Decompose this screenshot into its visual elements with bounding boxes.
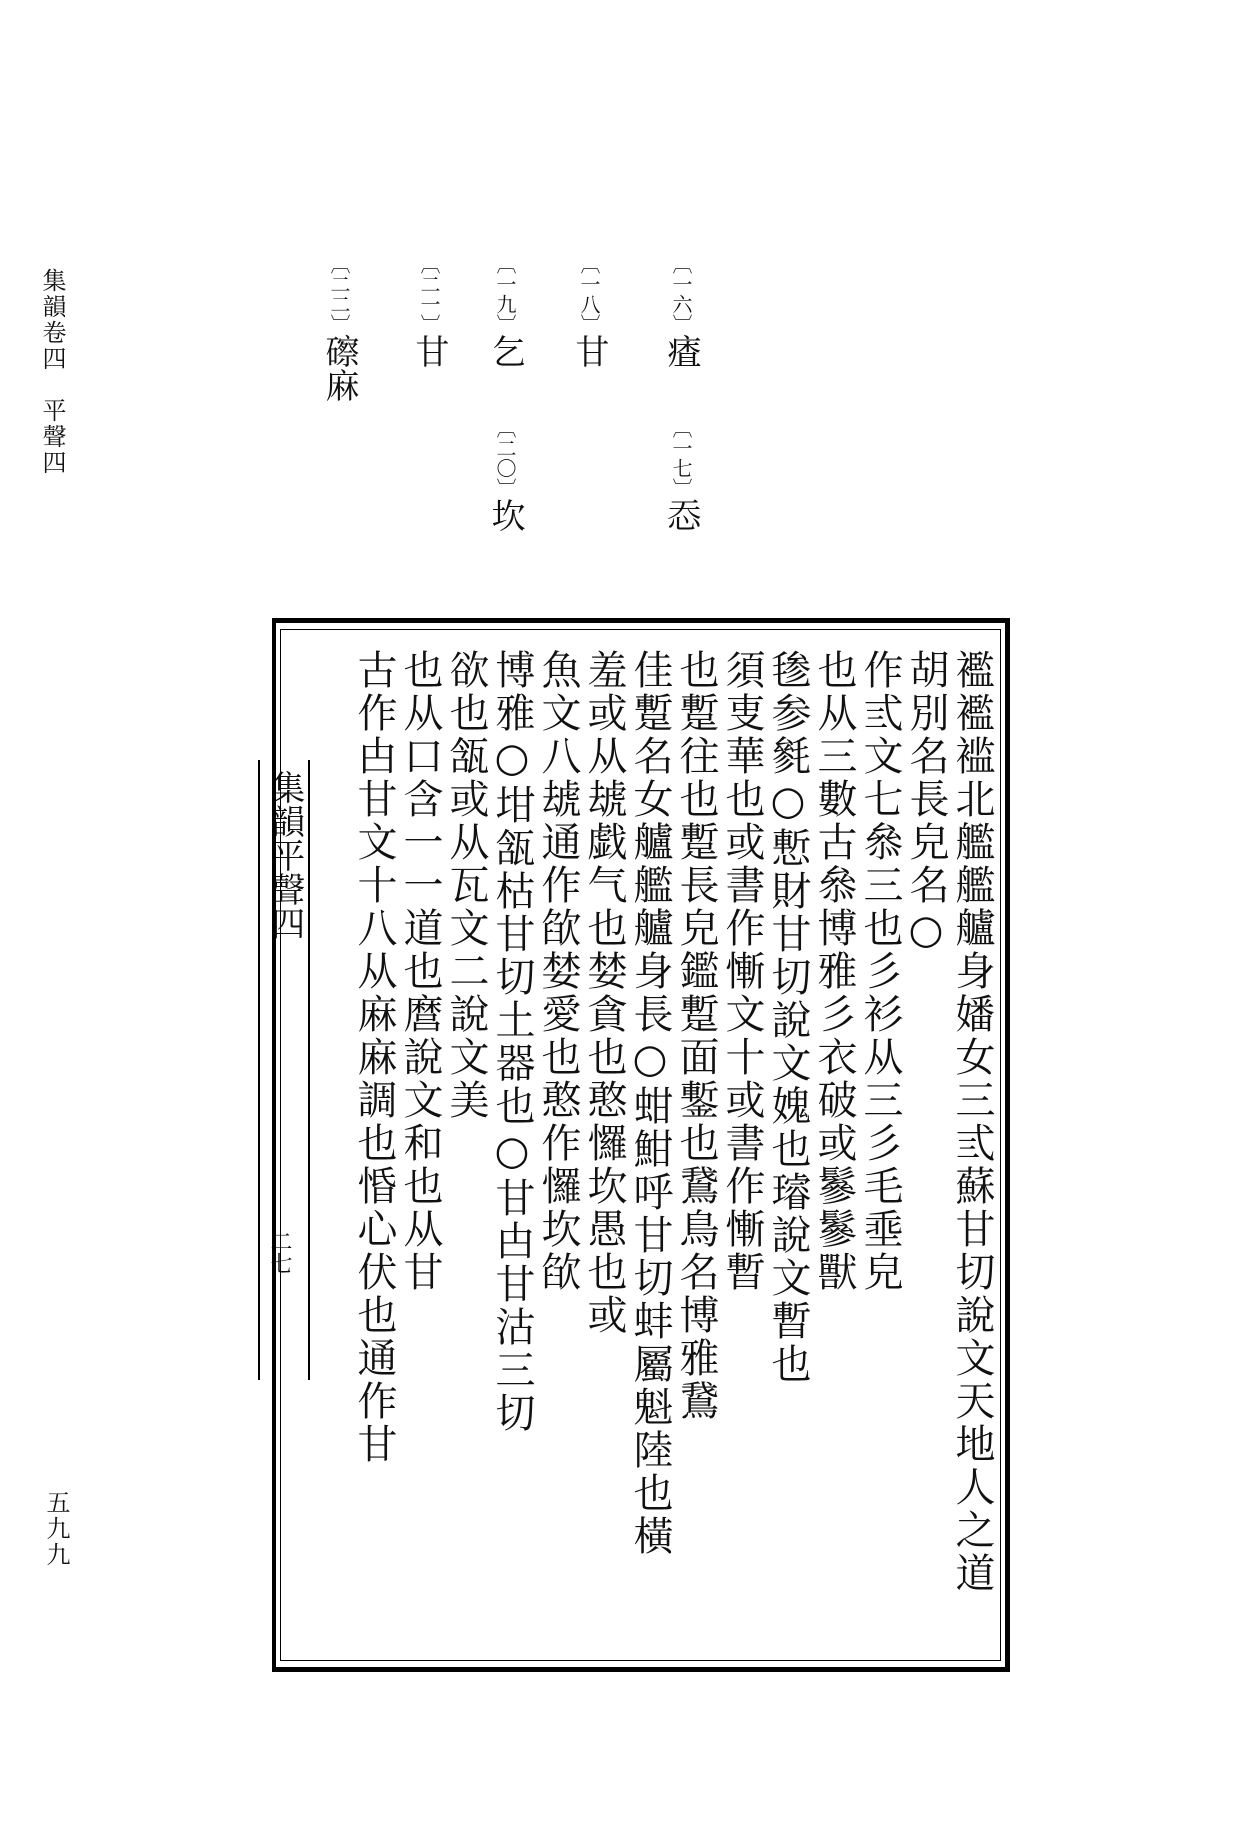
main-text-frame bbox=[272, 618, 1010, 1672]
note-20 bbox=[485, 418, 525, 532]
text-column: 欲也㼨或从瓦文二說文美 bbox=[443, 649, 489, 1122]
note-number: 〔一八〕 bbox=[577, 254, 601, 334]
fore-edge-label: 集韻平聲四 bbox=[264, 770, 305, 940]
note-text: 甘 bbox=[409, 334, 449, 368]
text-column: 須叓華也或書作慚文十或書作慚暫 bbox=[719, 649, 765, 1294]
text-column: 佳蹔名女艫艦艫身長○蚶魽呼甘切蚌屬魁陸也橫 bbox=[627, 649, 673, 1558]
note-18 bbox=[569, 254, 609, 368]
note-text: 䃰麻 bbox=[319, 334, 359, 402]
text-column: 胡別名長皃名○ bbox=[903, 649, 949, 956]
note-17 bbox=[661, 418, 701, 532]
running-header: 集韻卷四 平聲四 bbox=[38, 268, 66, 476]
note-number: 〔二一〕 bbox=[417, 254, 441, 334]
text-column: 也蹔往也蹔長皃鑑蹔面鏨也鵞鳥名博雅鵞 bbox=[673, 649, 719, 1423]
note-19 bbox=[485, 254, 525, 368]
note-number: 〔二〇〕 bbox=[493, 418, 517, 498]
note-text: 㾴 bbox=[661, 334, 701, 368]
note-text: 甘 bbox=[569, 334, 609, 368]
page-number: 五九九 bbox=[42, 1490, 70, 1568]
note-text: 㤁 bbox=[661, 498, 701, 532]
note-text: 乞 bbox=[485, 334, 525, 368]
text-column: 魚文八䖔通作欿婪愛也憨作㦬坎欿 bbox=[535, 649, 581, 1294]
text-column: 襤襤褴北艦艦艫身嬏女三弎蘇甘切說文天地人之道 bbox=[949, 649, 995, 1595]
note-number: 〔一七〕 bbox=[669, 418, 693, 498]
text-column: 也从口含一一道也麿說文和也从甘 bbox=[397, 649, 443, 1294]
text-column: 羞或从䖔戯气也婪貪也憨㦬坎愚也或 bbox=[581, 649, 627, 1337]
note-21 bbox=[409, 254, 449, 368]
note-number: 〔二二〕 bbox=[327, 254, 351, 334]
note-number: 〔一六〕 bbox=[669, 254, 693, 334]
note-text: 坎 bbox=[485, 498, 525, 532]
text-column: 作弎文七叅三也彡衫从三彡毛埀皃 bbox=[857, 649, 903, 1294]
fore-edge-folio: 二七 bbox=[267, 1230, 292, 1274]
note-number: 〔一九〕 bbox=[493, 254, 517, 334]
text-column: 毶参毿○慙財甘切說文媿也璿說文暫也 bbox=[765, 649, 811, 1386]
text-column: 古作甴甘文十八从麻麻調也惛心伏也通作甘 bbox=[351, 649, 397, 1466]
note-16 bbox=[661, 254, 701, 368]
note-22 bbox=[319, 254, 359, 402]
text-column: 也从三數古叅博雅彡衣破或鬖鬖獸 bbox=[811, 649, 857, 1294]
text-column: 博雅○坩㼨枯甘切土器也○甘甴甘沽三切 bbox=[489, 649, 535, 1435]
